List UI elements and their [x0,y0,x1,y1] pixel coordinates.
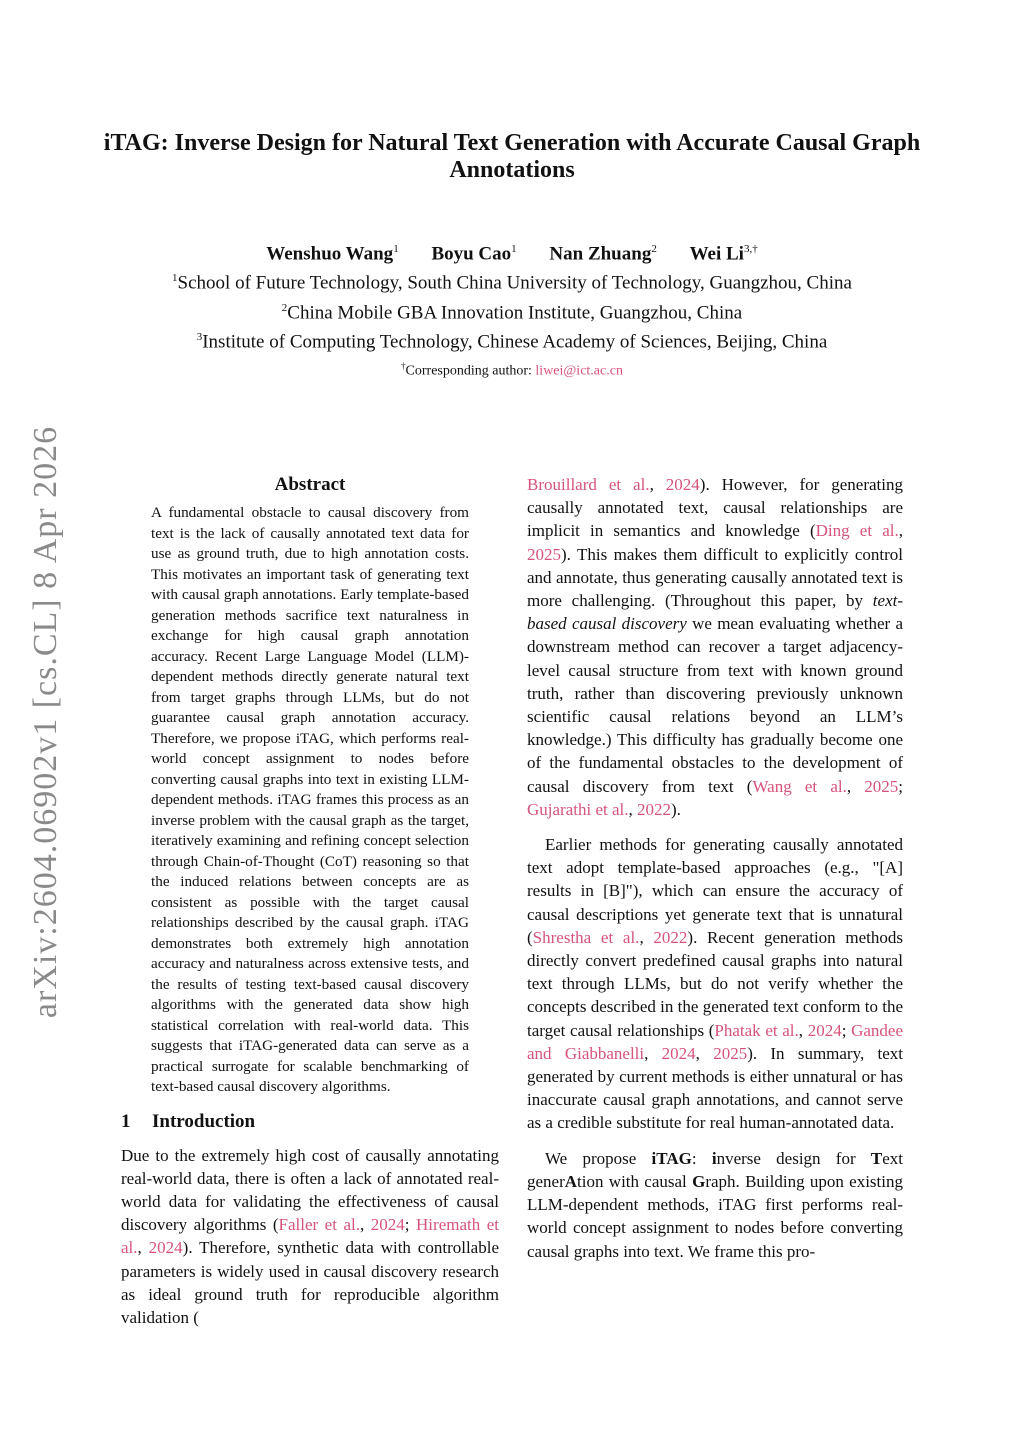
citation-link[interactable]: 2025 [713,1043,748,1063]
citation-link[interactable]: Faller et al. [278,1215,360,1235]
author: Wenshuo Wang$^1$ [266,243,399,265]
right-column [527,473,903,1263]
affiliation: $^2$China Mobile GBA Innovation Institute, Guangzhou, China [281,301,743,323]
citation-link[interactable]: 2024 [807,1020,842,1040]
affiliation: $^1$School of Future Technology, South China University of Technology, Guangzhou, China [172,272,852,294]
paper-title: iTAG: Inverse Design for Natural Text Generation with Accurate Causal Graph Annotations [103,130,921,183]
citation-link[interactable]: Ding et al. [815,521,899,541]
arxiv-identifier-stamp: arXiv:2604.06902v1 [cs.CL] 8 Apr 2026 [27,425,64,1019]
citation-link[interactable]: 2022 [653,927,688,947]
author: Boyu Cao$^1$ [431,243,517,265]
citation-link[interactable]: Shrestha et al. [532,927,640,947]
intro-paragraph-3: We propose iTAG: inverse design for Text generAtion with causal Graph. Building upon existing LLM-dependent methods, iTAG first performs real-world concept assignment to nodes before converting causal graphs into text. We frame this pro- [527,1148,903,1261]
citation-link[interactable]: 2025 [527,544,561,564]
citation-link[interactable]: Hiremath et al. [121,1215,500,1258]
intro-paragraph-1-continued: Brouillard et al., 2024). However, for generating causally annotated text, causal relationships are implicit in semantics and knowledge (Ding et al., 2025). This makes them difficult to explicitly control and annotate, thus generating causally annotated text is more challenging. (Throughout this paper, by text-based causal discovery we mean evaluating whether a downstream method can recover a target adjacency-level causal structure from text with known ground truth, rather than discovering previously unknown scientific causal relations beyond an LLM’s knowledge.) This difficulty has gradually become one of the fundamental obstacles to the development of causal discovery from text (Wang et al., 2025; Gujarathi et al., 2022). [527,475,904,819]
citation-link[interactable]: 2024 [665,475,700,494]
author: Wei $Li^{3,\dagger}$ [689,243,758,265]
author-list [0,237,1024,266]
citation-link[interactable]: Wang et al. [752,776,847,796]
abstract-heading: Abstract [274,474,346,495]
citation-link[interactable]: Phatak et al. [714,1020,799,1040]
affiliation: $^3$Institute of Computing Technology, Chinese Academy of Sciences, Beijing, China [196,330,828,353]
citation-link[interactable]: 2024 [661,1043,696,1063]
section-heading: 1 Introduction [121,1110,256,1132]
citation-link[interactable]: 2024 [148,1238,183,1258]
author: Nan Zhuang$^2$ [549,243,657,265]
citation-link[interactable]: 2024 [370,1215,405,1235]
email-link[interactable]: liwei@ict.ac.cn [535,363,623,379]
citation-link[interactable]: Gandee and Giabbanelli [527,1020,904,1063]
citation-link[interactable]: Gujarathi et al. [527,799,629,819]
intro-paragraph-1: Due to the extremely high cost of causally annotating real-world data, there is often a lack of annotated real-world data for validating the effectiveness of causal discovery algorithms (Faller et al., 2024; Hiremath et al., 2024). Therefore, synthetic data with controllable parameters is widely used in causal discovery research as ideal ground truth for reproducible algorithm validation ( [121,1145,500,1327]
citation-link[interactable]: Brouillard et al. [527,475,650,494]
left-column [121,473,499,1329]
paper-header [0,130,1024,382]
corresponding-author: †Corresponding author: liwei@ict.ac.cn [401,361,623,379]
intro-paragraph-2: Earlier methods for generating causally annotated text adopt template-based approaches (e.g., "[A] results in [B]"), which can ensure the accuracy of causal descriptions yet generate text that is unnatural (Shrestha et al., 2022). Recent generation methods directly convert predefined causal graphs into natural text through LLMs, but do not verify whether the concepts described in the generated text conform to the target causal relationships (Phatak et al., 2024; Gandee and Giabbanelli, 2024, 2025). In summary, text generated by current methods is either unnatural or has inaccurate causal graph annotations, and cannot serve as a credible substitute for real human-annotated data. [527,835,904,1133]
abstract-text: A fundamental obstacle to causal discovery from text is the lack of causally annotated text data for use as ground truth, due to high annotation costs. This motivates an important task of generating text with causal graph annotations. Early template-based generation methods sacrifice text naturalness in exchange for high causal graph annotation accuracy. Recent Large Language Model (LLM)-dependent methods directly generate natural text from target graphs through LLMs, but do not guarantee causal graph annotation accuracy. Therefore, we propose iTAG, which performs real-world concept assignment to nodes before converting causal graphs into text in existing LLM-dependent methods. iTAG frames this process as an inverse problem with the causal graph as the target, iteratively examining and refining concept selection through Chain-of-Thought (CoT) reasoning so that the induced relations between concepts are as consistent as possible with the target causal relationships described by the causal graph. iTAG demonstrates both extremely high annotation accuracy and naturalness across extensive tests, and the results of testing text-based causal discovery algorithms with the generated data show high statistical correlation with real-world data. This suggests that iTAG-generated data can serve as a practical surrogate for scalable benchmarking of text-based causal discovery algorithms. [151,504,469,1095]
citation-link[interactable]: 2025 [864,776,899,796]
citation-link[interactable]: 2022 [637,799,671,819]
